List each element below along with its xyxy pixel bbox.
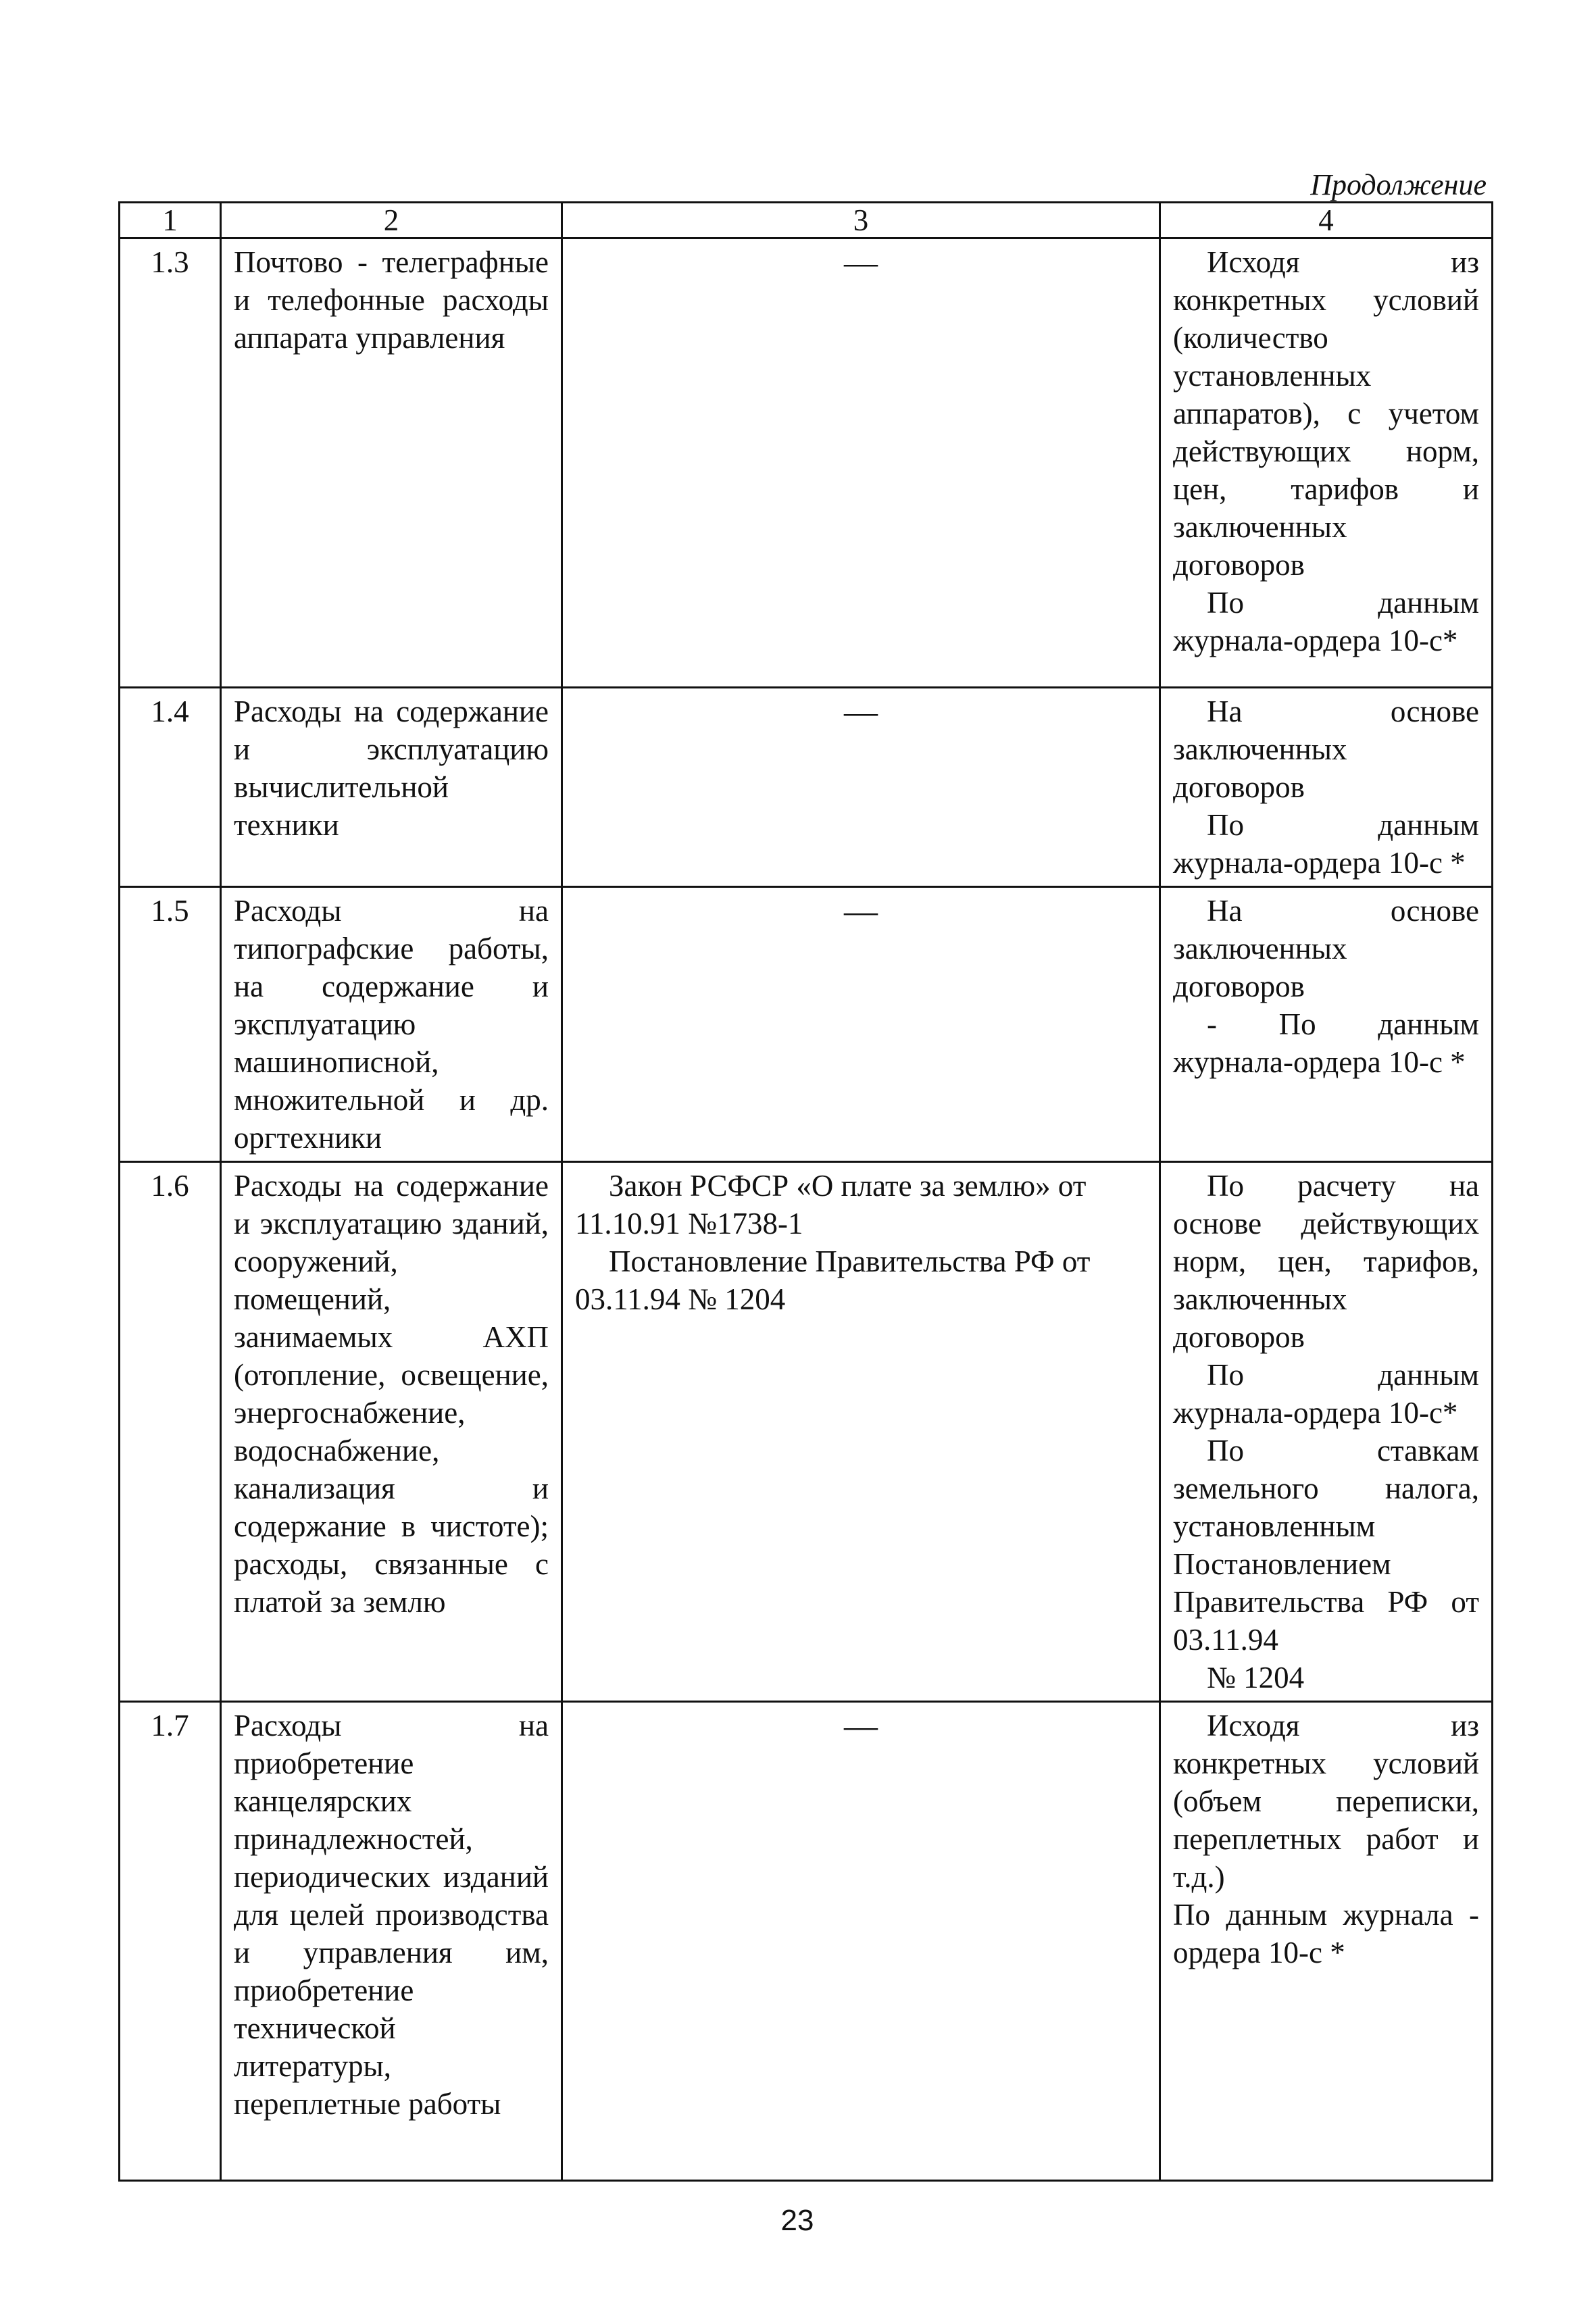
source-text: По ставкам земельного налога, установленным Постановлением Правительства РФ от 03.11.94 — [1173, 1434, 1479, 1657]
row-number: 1.6 — [120, 1162, 221, 1702]
legal-basis: — — [562, 1702, 1160, 2181]
continuation-label: Продолжение — [1310, 168, 1487, 201]
source-text: - По данным журнала-ордера 10-с * — [1173, 1007, 1479, 1079]
expense-name: Почтово - телеграфные и телефонные расходы аппарата управления — [221, 238, 562, 688]
table-row — [120, 688, 1493, 887]
source-text: Исходя из конкретных условий (объем переписки, переплетных работ и т.д.) — [1173, 1709, 1479, 1894]
table-row — [120, 238, 1493, 688]
source-text: По данным журнала-ордера 10-с* — [1173, 586, 1479, 657]
source-text: По данным журнала-ордера 10-с* — [1173, 1358, 1479, 1430]
header-row — [120, 203, 1493, 238]
header-col-1: 1 — [120, 203, 221, 238]
header-col-2: 2 — [221, 203, 562, 238]
legal-basis — [562, 1162, 1160, 1702]
header-col-3: 3 — [562, 203, 1160, 238]
data-source — [1160, 688, 1493, 887]
table-row — [120, 1702, 1493, 2181]
row-number: 1.5 — [120, 887, 221, 1162]
data-source — [1160, 238, 1493, 688]
source-text: По расчету на основе действующих норм, цен, тарифов, заключенных договоров — [1173, 1169, 1479, 1354]
law-reference: Постановление Правительства РФ от 03.11.94 № 1204 — [575, 1244, 1091, 1316]
legal-basis: — — [562, 688, 1160, 887]
source-text: Исходя из конкретных условий (количество установленных аппаратов), с учетом действующих норм, цен, тарифов и заключенных договоров — [1173, 245, 1479, 582]
expense-name: Расходы на приобретение канцелярских принадлежностей, периодических изданий для целей производства и управления им, приобретение технической литературы, переплетные работы — [221, 1702, 562, 2181]
source-text: По данным журнала - ордера 10-с * — [1173, 1898, 1479, 1969]
row-number: 1.3 — [120, 238, 221, 688]
source-text: На основе заключенных договоров — [1173, 695, 1479, 804]
header-col-4: 4 — [1160, 203, 1493, 238]
law-reference: Закон РСФСР «О плате за землю» от 11.10.91 №1738-1 — [575, 1169, 1087, 1240]
row-number: 1.4 — [120, 688, 221, 887]
row-number: 1.7 — [120, 1702, 221, 2181]
data-source — [1160, 887, 1493, 1162]
expense-table — [118, 201, 1493, 2182]
expense-name: Расходы на содержание и эксплуатацию вычислительной техники — [221, 688, 562, 887]
expense-name: Расходы на типографские работы, на содержание и эксплуатацию машинописной, множительной и др. оргтехники — [221, 887, 562, 1162]
table-row — [120, 1162, 1493, 1702]
data-source — [1160, 1702, 1493, 2181]
source-text: № 1204 — [1207, 1661, 1305, 1694]
table-row — [120, 887, 1493, 1162]
expense-name: Расходы на содержание и эксплуатацию зданий, сооружений, помещений, занимаемых АХП (отопление, освещение, энергоснабжение, водоснабжение, канализация и содержание в чистоте); расходы, связанные с платой за землю — [221, 1162, 562, 1702]
legal-basis: — — [562, 887, 1160, 1162]
source-text: По данным журнала-ордера 10-с * — [1173, 808, 1479, 880]
data-source — [1160, 1162, 1493, 1702]
page-number: 23 — [780, 2204, 814, 2237]
source-text: На основе заключенных договоров — [1173, 894, 1479, 1003]
legal-basis: — — [562, 238, 1160, 688]
